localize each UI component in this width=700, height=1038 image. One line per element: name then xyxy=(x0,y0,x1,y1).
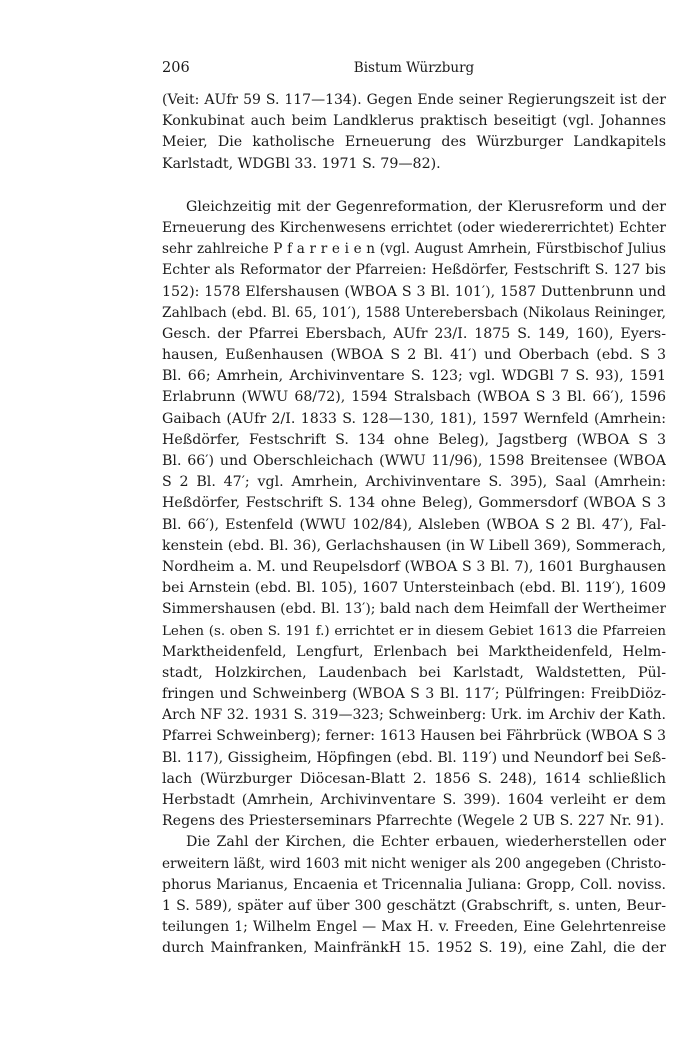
text-line: Regens des Priesterseminars Pfarrechte (Wegele 2 UB S. 227 Nr. 91). xyxy=(162,813,665,830)
text-line: Bl. 66′) und Oberschleichach (WWU 11/96), 1598 Breitensee (WBOA xyxy=(162,453,666,469)
text-line: Gaibach (AUfr 2/I. 1833 S. 128—130, 181), 1597 Wernfeld (Amrhein: xyxy=(162,410,666,427)
running-title: Bistum Würzburg xyxy=(353,60,475,76)
text-line: S 2 Bl. 47′; vgl. Amrhein, Archivinventare S. 395), Saal (Amrhein: xyxy=(162,474,666,491)
text-line: Karlstadt, WDGBl 33. 1971 S. 79—82). xyxy=(162,155,441,172)
text-line: durch Mainfranken, MainfränkH 15. 1952 S. 19), eine Zahl, die der xyxy=(162,940,666,957)
text-line: Erlabrunn (WWU 68/72), 1594 Stralsbach (WBOA S 3 Bl. 66′), 1596 xyxy=(162,389,666,406)
text-line: Erneuerung des Kirchenwesens errichtet (oder wiedererrichtet) Echter xyxy=(162,219,666,236)
text-line: Bl. 117), Gissigheim, Höpfingen (ebd. Bl. 119′) und Neundorf bei Seß- xyxy=(162,749,666,766)
text-line: erweitern läßt, wird 1603 mit nicht weniger als 200 angegeben (Christo- xyxy=(162,855,666,872)
page xyxy=(162,60,666,960)
text-line: Bl. 66′), Estenfeld (WWU 102/84), Alsleben (WBOA S 2 Bl. 47′), Fal- xyxy=(162,516,666,533)
text-line: hausen, Eußenhausen (WBOA S 2 Bl. 41′) und Oberbach (ebd. S 3 xyxy=(162,347,666,364)
text-line: kenstein (ebd. Bl. 36), Gerlachshausen (in W Libell 369), Sommerach, xyxy=(162,537,666,554)
text-line: Konkubinat auch beim Landklerus praktisch beseitigt (vgl. Johannes xyxy=(162,113,666,130)
text-line: sehr zahlreiche P f a r r e i e n (vgl. August Amrhein, Fürstbischof Julius xyxy=(162,241,666,258)
text-line: Nordheim a. M. und Reupelsdorf (WBOA S 3 Bl. 7), 1601 Burghausen xyxy=(162,558,666,575)
paragraph-1 xyxy=(162,90,666,175)
text-line: stadt, Holzkirchen, Laudenbach bei Karlstadt, Waldstetten, Pül- xyxy=(162,664,666,681)
text-line: Heßdörfer, Festschrift S. 134 ohne Beleg), Gommersdorf (WBOA S 3 xyxy=(162,495,666,512)
page-header xyxy=(162,60,666,90)
text-line: 1 S. 589), später auf über 300 geschätzt (Grabschrift, s. unten, Beur- xyxy=(162,897,666,914)
text-line: fringen und Schweinberg (WBOA S 3 Bl. 117′; Pülfringen: FreibDiöz- xyxy=(162,686,666,703)
text-line: Zahlbach (ebd. Bl. 65, 101′), 1588 Unterebersbach (Nikolaus Reininger, xyxy=(162,304,666,321)
text-line: Simmershausen (ebd. Bl. 13′); bald nach dem Heimfall der Wertheimer xyxy=(162,601,666,618)
text-line: 152): 1578 Elfershausen (WBOA S 3 Bl. 101′), 1587 Duttenbrunn und xyxy=(162,283,666,300)
text-line: Heßdörfer, Festschrift S. 134 ohne Beleg), Jagstberg (WBOA S 3 xyxy=(162,431,666,448)
text-line: Gleichzeitig mit der Gegenreformation, der Klerusreform und der xyxy=(186,198,666,215)
paragraph-3 xyxy=(162,832,666,959)
text-line: Pfarrei Schweinberg); ferner: 1613 Hausen bei Fährbrück (WBOA S 3 xyxy=(162,728,666,745)
paragraph-2 xyxy=(162,197,666,833)
text-line: (Veit: AUfr 59 S. 117—134). Gegen Ende seiner Regierungszeit ist der xyxy=(162,92,666,108)
body-text xyxy=(162,90,666,960)
text-line: Arch NF 32. 1931 S. 319—323; Schweinberg: Urk. im Archiv der Kath. xyxy=(162,707,666,724)
text-line: Gesch. der Pfarrei Ebersbach, AUfr 23/I. 1875 S. 149, 160), Eyers- xyxy=(162,325,666,342)
page-number: 206 xyxy=(162,60,190,76)
text-line: bei Arnstein (ebd. Bl. 105), 1607 Untersteinbach (ebd. Bl. 119′), 1609 xyxy=(162,580,666,597)
text-line: Marktheidenfeld, Lengfurt, Erlenbach bei Marktheidenfeld, Helm- xyxy=(162,643,666,660)
text-line: Lehen (s. oben S. 191 f.) errichtet er in diesem Gebiet 1613 die Pfarreien xyxy=(162,623,666,639)
text-line: Bl. 66; Amrhein, Archivinventare S. 123; vgl. WDGBl 7 S. 93), 1591 xyxy=(162,368,666,385)
text-line: Meier, Die katholische Erneuerung des Würzburger Landkapitels xyxy=(162,134,666,151)
text-line: Echter als Reformator der Pfarreien: Heßdörfer, Festschrift S. 127 bis xyxy=(162,262,666,279)
text-line: Herbstadt (Amrhein, Archivinventare S. 399). 1604 verleiht er dem xyxy=(162,792,666,808)
text-line: lach (Würzburger Diöcesan-Blatt 2. 1856 S. 248), 1614 schließlich xyxy=(162,770,666,787)
text-line: teilungen 1; Wilhelm Engel — Max H. v. Freeden, Eine Gelehrtenreise xyxy=(162,919,666,936)
text-line: phorus Marianus, Encaenia et Tricennalia Juliana: Gropp, Coll. noviss. xyxy=(162,876,666,893)
text-line: Die Zahl der Kirchen, die Echter erbauen, wiederherstellen oder xyxy=(186,834,666,851)
